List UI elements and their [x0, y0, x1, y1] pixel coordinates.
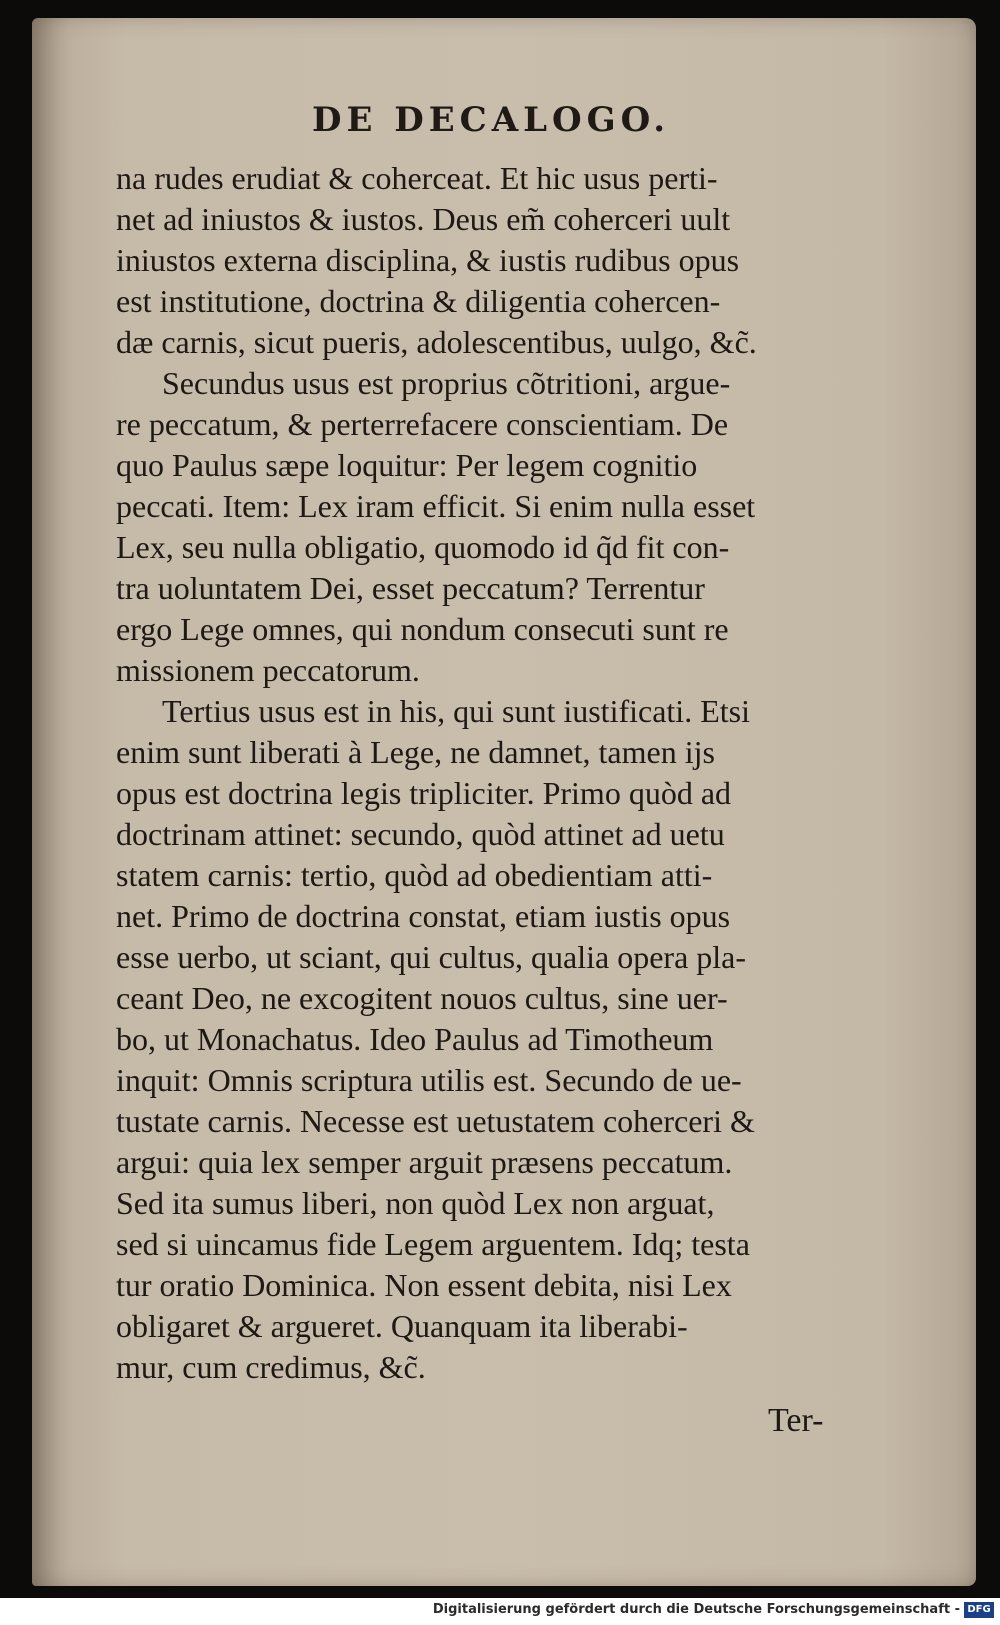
text-line: bo, ut Monachatus. Ideo Paulus ad Timotheum — [116, 1021, 714, 1057]
text-line: argui: quia lex semper arguit præsens peccatum. — [116, 1144, 733, 1180]
text-line: net ad iniustos & iustos. Deus em̃ coherceri uult — [116, 201, 731, 237]
text-line: statem carnis: tertio, quòd ad obedientiam atti- — [116, 857, 713, 893]
text-line: peccati. Item: Lex iram efficit. Si enim nulla esset — [116, 488, 756, 524]
text-line: est institutione, doctrina & diligentia cohercen- — [116, 283, 721, 319]
funding-credit: Digitalisierung gefördert durch die Deutsche Forschungsgemeinschaft - — [432, 1602, 960, 1617]
text-line: tur oratio Dominica. Non essent debita, nisi Lex — [116, 1267, 732, 1303]
text-line: quo Paulus sæpe loquitur: Per legem cognitio — [116, 447, 698, 483]
text-line: enim sunt liberati à Lege, ne damnet, tamen ijs — [116, 734, 715, 770]
text-line: obligaret & argueret. Quanquam ita liberabi- — [116, 1308, 688, 1344]
running-head: DE DECALOGO. — [312, 100, 671, 140]
text-line: opus est doctrina legis tripliciter. Primo quòd ad — [116, 775, 732, 811]
page-body-text — [116, 158, 876, 1388]
text-line: tra uoluntatem Dei, esset peccatum? Terrentur — [116, 570, 705, 606]
text-line: re peccatum, & perterrefacere conscientiam. De — [116, 406, 729, 442]
book-page — [32, 18, 976, 1586]
text-line: Tertius usus est in his, qui sunt iustificati. Etsi — [162, 693, 750, 729]
text-line: tustate carnis. Necesse est uetustatem coherceri & — [116, 1103, 755, 1139]
text-line: net. Primo de doctrina constat, etiam iustis opus — [116, 898, 731, 934]
text-line: Lex, seu nulla obligatio, quomodo id q̃d fit con- — [116, 529, 730, 565]
text-line: dæ carnis, sicut pueris, adolescentibus, uulgo, &c̃. — [116, 324, 757, 360]
text-line: ceant Deo, ne excogitent nouos cultus, sine uer- — [116, 980, 728, 1016]
text-line: inquit: Omnis scriptura utilis est. Secundo de ue- — [116, 1062, 742, 1098]
text-line: iniustos externa disciplina, & iustis rudibus opus — [116, 242, 740, 278]
text-line: doctrinam attinet: secundo, quòd attinet ad uetu — [116, 816, 725, 852]
dfg-logo: DFG — [964, 1602, 994, 1618]
text-line: mur, cum credimus, &c̃. — [116, 1349, 426, 1385]
text-line: Secundus usus est proprius cõtritioni, argue- — [162, 365, 731, 401]
text-line: Sed ita sumus liberi, non quòd Lex non arguat, — [116, 1185, 715, 1221]
catchword: Ter- — [768, 1402, 824, 1439]
text-line: na rudes erudiat & coherceat. Et hic usus perti- — [116, 160, 718, 196]
text-line: esse uerbo, ut sciant, qui cultus, qualia opera pla- — [116, 939, 747, 975]
digitization-footer — [0, 1598, 1000, 1625]
text-line: missionem peccatorum. — [116, 652, 420, 688]
text-line: sed si uincamus fide Legem arguentem. Idq; testa — [116, 1226, 750, 1262]
text-line: ergo Lege omnes, qui nondum consecuti sunt re — [116, 611, 729, 647]
